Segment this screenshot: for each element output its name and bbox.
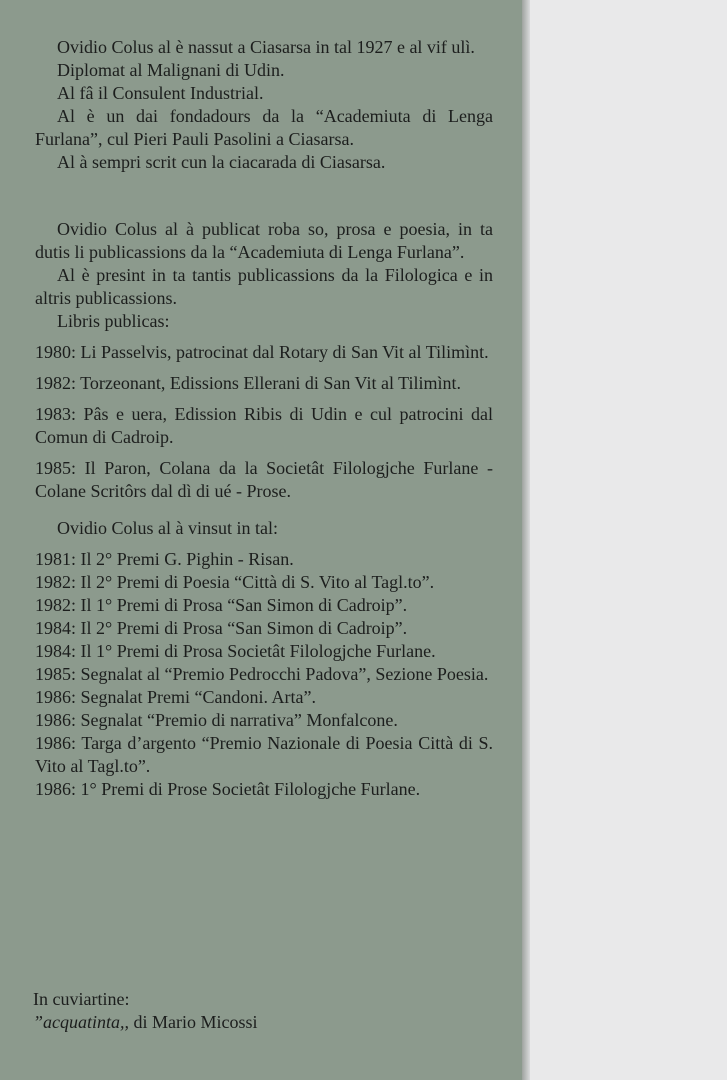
- award-entry: 1985: Segnalat al “Premio Pedrocchi Padova”, Sezione Poesia.: [35, 664, 489, 684]
- award-entry: 1984: Il 2° Premi di Prosa “San Simon di Cadroip”.: [35, 618, 408, 638]
- publications-line: Libris publicas:: [57, 311, 170, 331]
- award-entry: 1986: Targa d’argento “Premio Nazionale di Poesia Città di S. Vito al Tagl.to”.: [35, 733, 493, 776]
- bio-line: Al è un dai fondadours da la “Academiuta di Lenga Furlana”, cul Pieri Pauli Pasolini a Ciasarsa.: [35, 106, 493, 149]
- award-entry: 1981: Il 2° Premi G. Pighin - Risan.: [35, 549, 294, 569]
- bio-line: Diplomat al Malignani di Udin.: [57, 60, 285, 80]
- cover-credit-work: ”acquatinta,,: [33, 1012, 130, 1032]
- bio-line: Al fâ il Consulent Industrial.: [57, 83, 264, 103]
- publications-line: Ovidio Colus al à publicat roba so, prosa e poesia, in ta dutis li publicassions da la “Academiuta di Lenga Furlana”.: [35, 219, 493, 262]
- award-entry: 1984: Il 1° Premi di Prosa Societât Filologjche Furlane.: [35, 641, 436, 661]
- cover-credit: [33, 988, 258, 1034]
- award-entry: 1986: 1° Premi di Prose Societât Filologjche Furlane.: [35, 779, 421, 799]
- award-entry: 1986: Segnalat Premi “Candoni. Arta”.: [35, 687, 316, 707]
- bio-line: Ovidio Colus al è nassut a Ciasarsa in tal 1927 e al vif ulì.: [57, 37, 475, 57]
- cover-credit-line: [33, 1011, 258, 1034]
- publications-line: Al è presint in ta tantis publicassions da la Filologica e in altris publicassions.: [35, 265, 493, 308]
- book-entry: 1982: Torzeonant, Edissions Ellerani di San Vit al Tilimìnt.: [35, 373, 461, 393]
- award-entry: 1982: Il 2° Premi di Poesia “Città di S. Vito al Tagl.to”.: [35, 572, 435, 592]
- award-entry: 1986: Segnalat “Premio di narrativa” Monfalcone.: [35, 710, 398, 730]
- award-entry: 1982: Il 1° Premi di Prosa “San Simon di Cadroip”.: [35, 595, 408, 615]
- book-entry: 1983: Pâs e uera, Edission Ribis di Udin e cul patrocini dal Comun di Cadroip.: [35, 404, 493, 447]
- book-entry: 1980: Li Passelvis, patrocinat dal Rotary di San Vit al Tilimìnt.: [35, 342, 489, 362]
- awards-intro: Ovidio Colus al à vinsut in tal:: [57, 518, 278, 538]
- book-entry: 1985: Il Paron, Colana da la Societât Filologjche Furlane - Colane Scritôrs dal dì di ué - Prose.: [35, 458, 493, 501]
- cover-credit-label: In cuviartine:: [33, 989, 130, 1009]
- cover-credit-artist: di Mario Micossi: [129, 1012, 258, 1032]
- biography-text: [35, 36, 493, 801]
- bio-line: Al à sempri scrit cun la ciacarada di Ciasarsa.: [57, 152, 386, 172]
- cover-fold: [522, 0, 530, 1080]
